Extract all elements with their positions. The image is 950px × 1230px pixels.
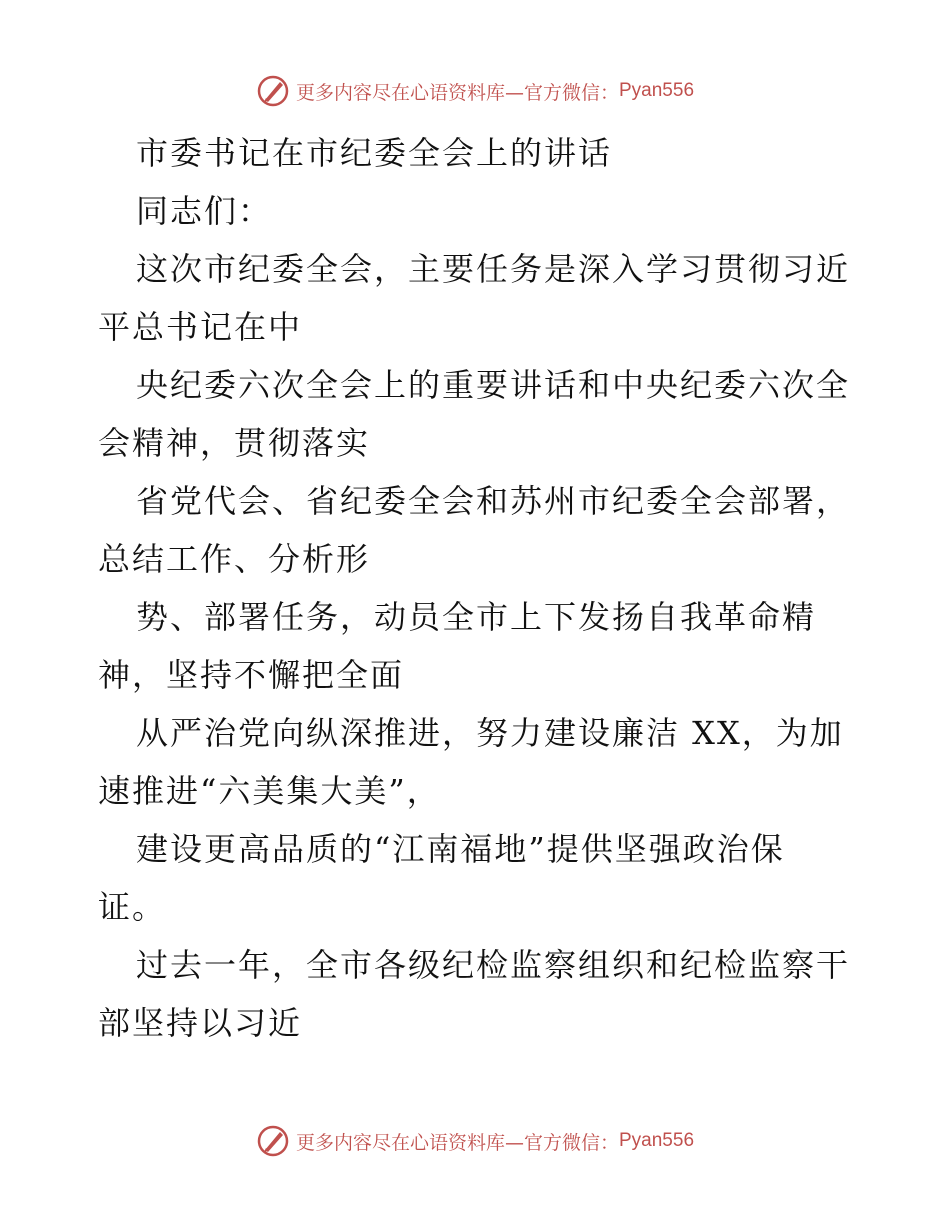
- text-line: 神，坚持不懈把全面: [98, 656, 405, 694]
- document-title: 市委书记在市纪委全会上的讲话: [136, 134, 613, 172]
- text-line: 速推进“六美集大美”，: [98, 772, 441, 810]
- header-watermark: [0, 74, 950, 108]
- text-line: 建设更高品质的“江南福地”提供坚强政治保: [136, 830, 785, 868]
- text-line: 央纪委六次全会上的重要讲话和中央纪委六次全: [136, 366, 851, 404]
- greeting: 同志们：: [136, 192, 273, 230]
- watermark-wechat-id: Pyan556: [619, 1130, 695, 1151]
- text-line: 过去一年，全市各级纪检监察组织和纪检监察干: [136, 946, 851, 984]
- text-line: 平总书记在中: [98, 308, 303, 346]
- document-body: [98, 124, 858, 1052]
- text-line: 总结工作、分析形: [98, 540, 371, 578]
- text-line: 从严治党向纵深推进，努力建设廉洁 XX，为加: [136, 714, 844, 752]
- watermark-wechat-id: Pyan556: [619, 80, 695, 101]
- quill-pen-icon: [256, 1124, 290, 1158]
- text-line: 势、部署任务，动员全市上下发扬自我革命精: [136, 598, 817, 636]
- text-line: 证。: [98, 888, 167, 926]
- text-line: 会精神，贯彻落实: [98, 424, 371, 462]
- text-line: 省党代会、省纪委全会和苏州市纪委全会部署，: [136, 482, 851, 520]
- watermark-text: 更多内容尽在心语资料库—官方微信：: [295, 81, 619, 104]
- text-line: 这次市纪委全会，主要任务是深入学习贯彻习近: [136, 250, 851, 288]
- watermark-text: 更多内容尽在心语资料库—官方微信：: [295, 1131, 619, 1154]
- text-line: 部坚持以习近: [98, 1004, 303, 1042]
- quill-pen-icon: [256, 74, 290, 108]
- footer-watermark: [0, 1124, 950, 1158]
